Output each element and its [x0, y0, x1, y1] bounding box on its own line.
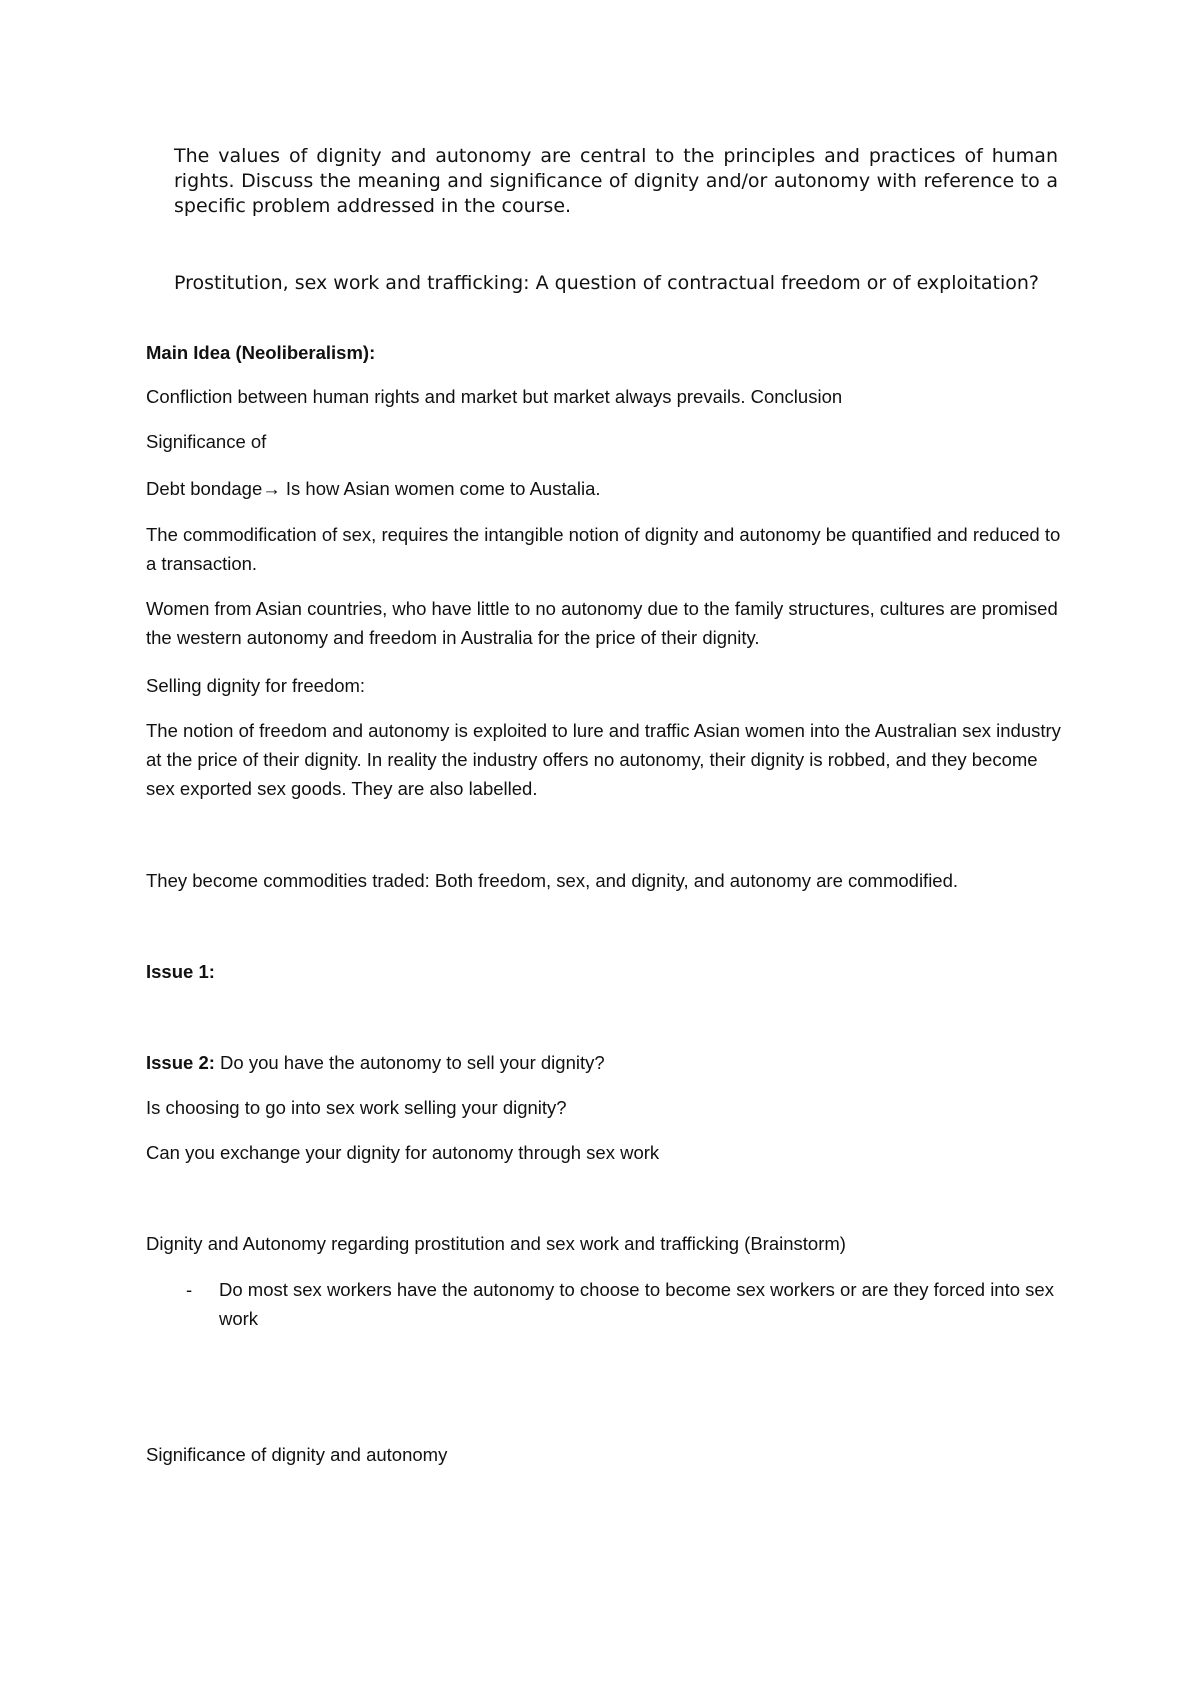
debt-bondage-line: Debt bondage→ Is how Asian women come to Austalia.	[146, 478, 601, 499]
essay-question-prompt: The values of dignity and autonomy are central to the principles and practices of human rights. Discuss the meaning and significance of dignity and/or autonomy with reference to a specific problem addressed in the course.	[174, 145, 1058, 217]
bullet-dash: -	[186, 1279, 193, 1300]
brainstorm-heading: Dignity and Autonomy regarding prostitution and sex work and trafficking (Brainstorm)	[146, 1233, 846, 1254]
issue-2-label: Issue 2:	[146, 1052, 215, 1073]
issue-2-question: Do you have the autonomy to sell your dignity?	[214, 1052, 605, 1073]
commodities-traded-line: They become commodities traded: Both freedom, sex, and dignity, and autonomy are commodified.	[146, 870, 959, 891]
selling-dignity-heading: Selling dignity for freedom:	[146, 675, 366, 696]
commodification-paragraph: The commodification of sex, requires the intangible notion of dignity and autonomy be quantified and reduced to a transaction.	[146, 524, 1061, 574]
exchange-question-line: Can you exchange your dignity for autonomy through sex work	[146, 1142, 660, 1163]
significance-of-line: Significance of	[146, 431, 267, 452]
confliction-line: Confliction between human rights and market but market always prevails. Conclusion	[146, 386, 843, 407]
issue-2-line	[146, 1048, 1066, 1077]
significance-dignity-line: Significance of dignity and autonomy	[146, 1444, 448, 1465]
issue-1-label: Issue 1:	[146, 961, 215, 982]
main-idea-heading: Main Idea (Neoliberalism):	[146, 342, 376, 363]
notion-freedom-paragraph: The notion of freedom and autonomy is exploited to lure and traffic Asian women into the Australian sex industry at the price of their dignity. In reality the industry offers no autonomy, their dignity is robbed, and they become sex exported sex goods. They are also labelled.	[146, 720, 1061, 799]
essay-topic: Prostitution, sex work and trafficking: A question of contractual freedom or of exploitation?	[174, 272, 1039, 294]
choosing-question-line: Is choosing to go into sex work selling your dignity?	[146, 1097, 567, 1118]
asian-women-paragraph: Women from Asian countries, who have little to no autonomy due to the family structures, cultures are promised the western autonomy and freedom in Australia for the price of their dignity.	[146, 598, 1058, 648]
bullet-text: Do most sex workers have the autonomy to choose to become sex workers or are they forced into sex work	[219, 1279, 1054, 1329]
